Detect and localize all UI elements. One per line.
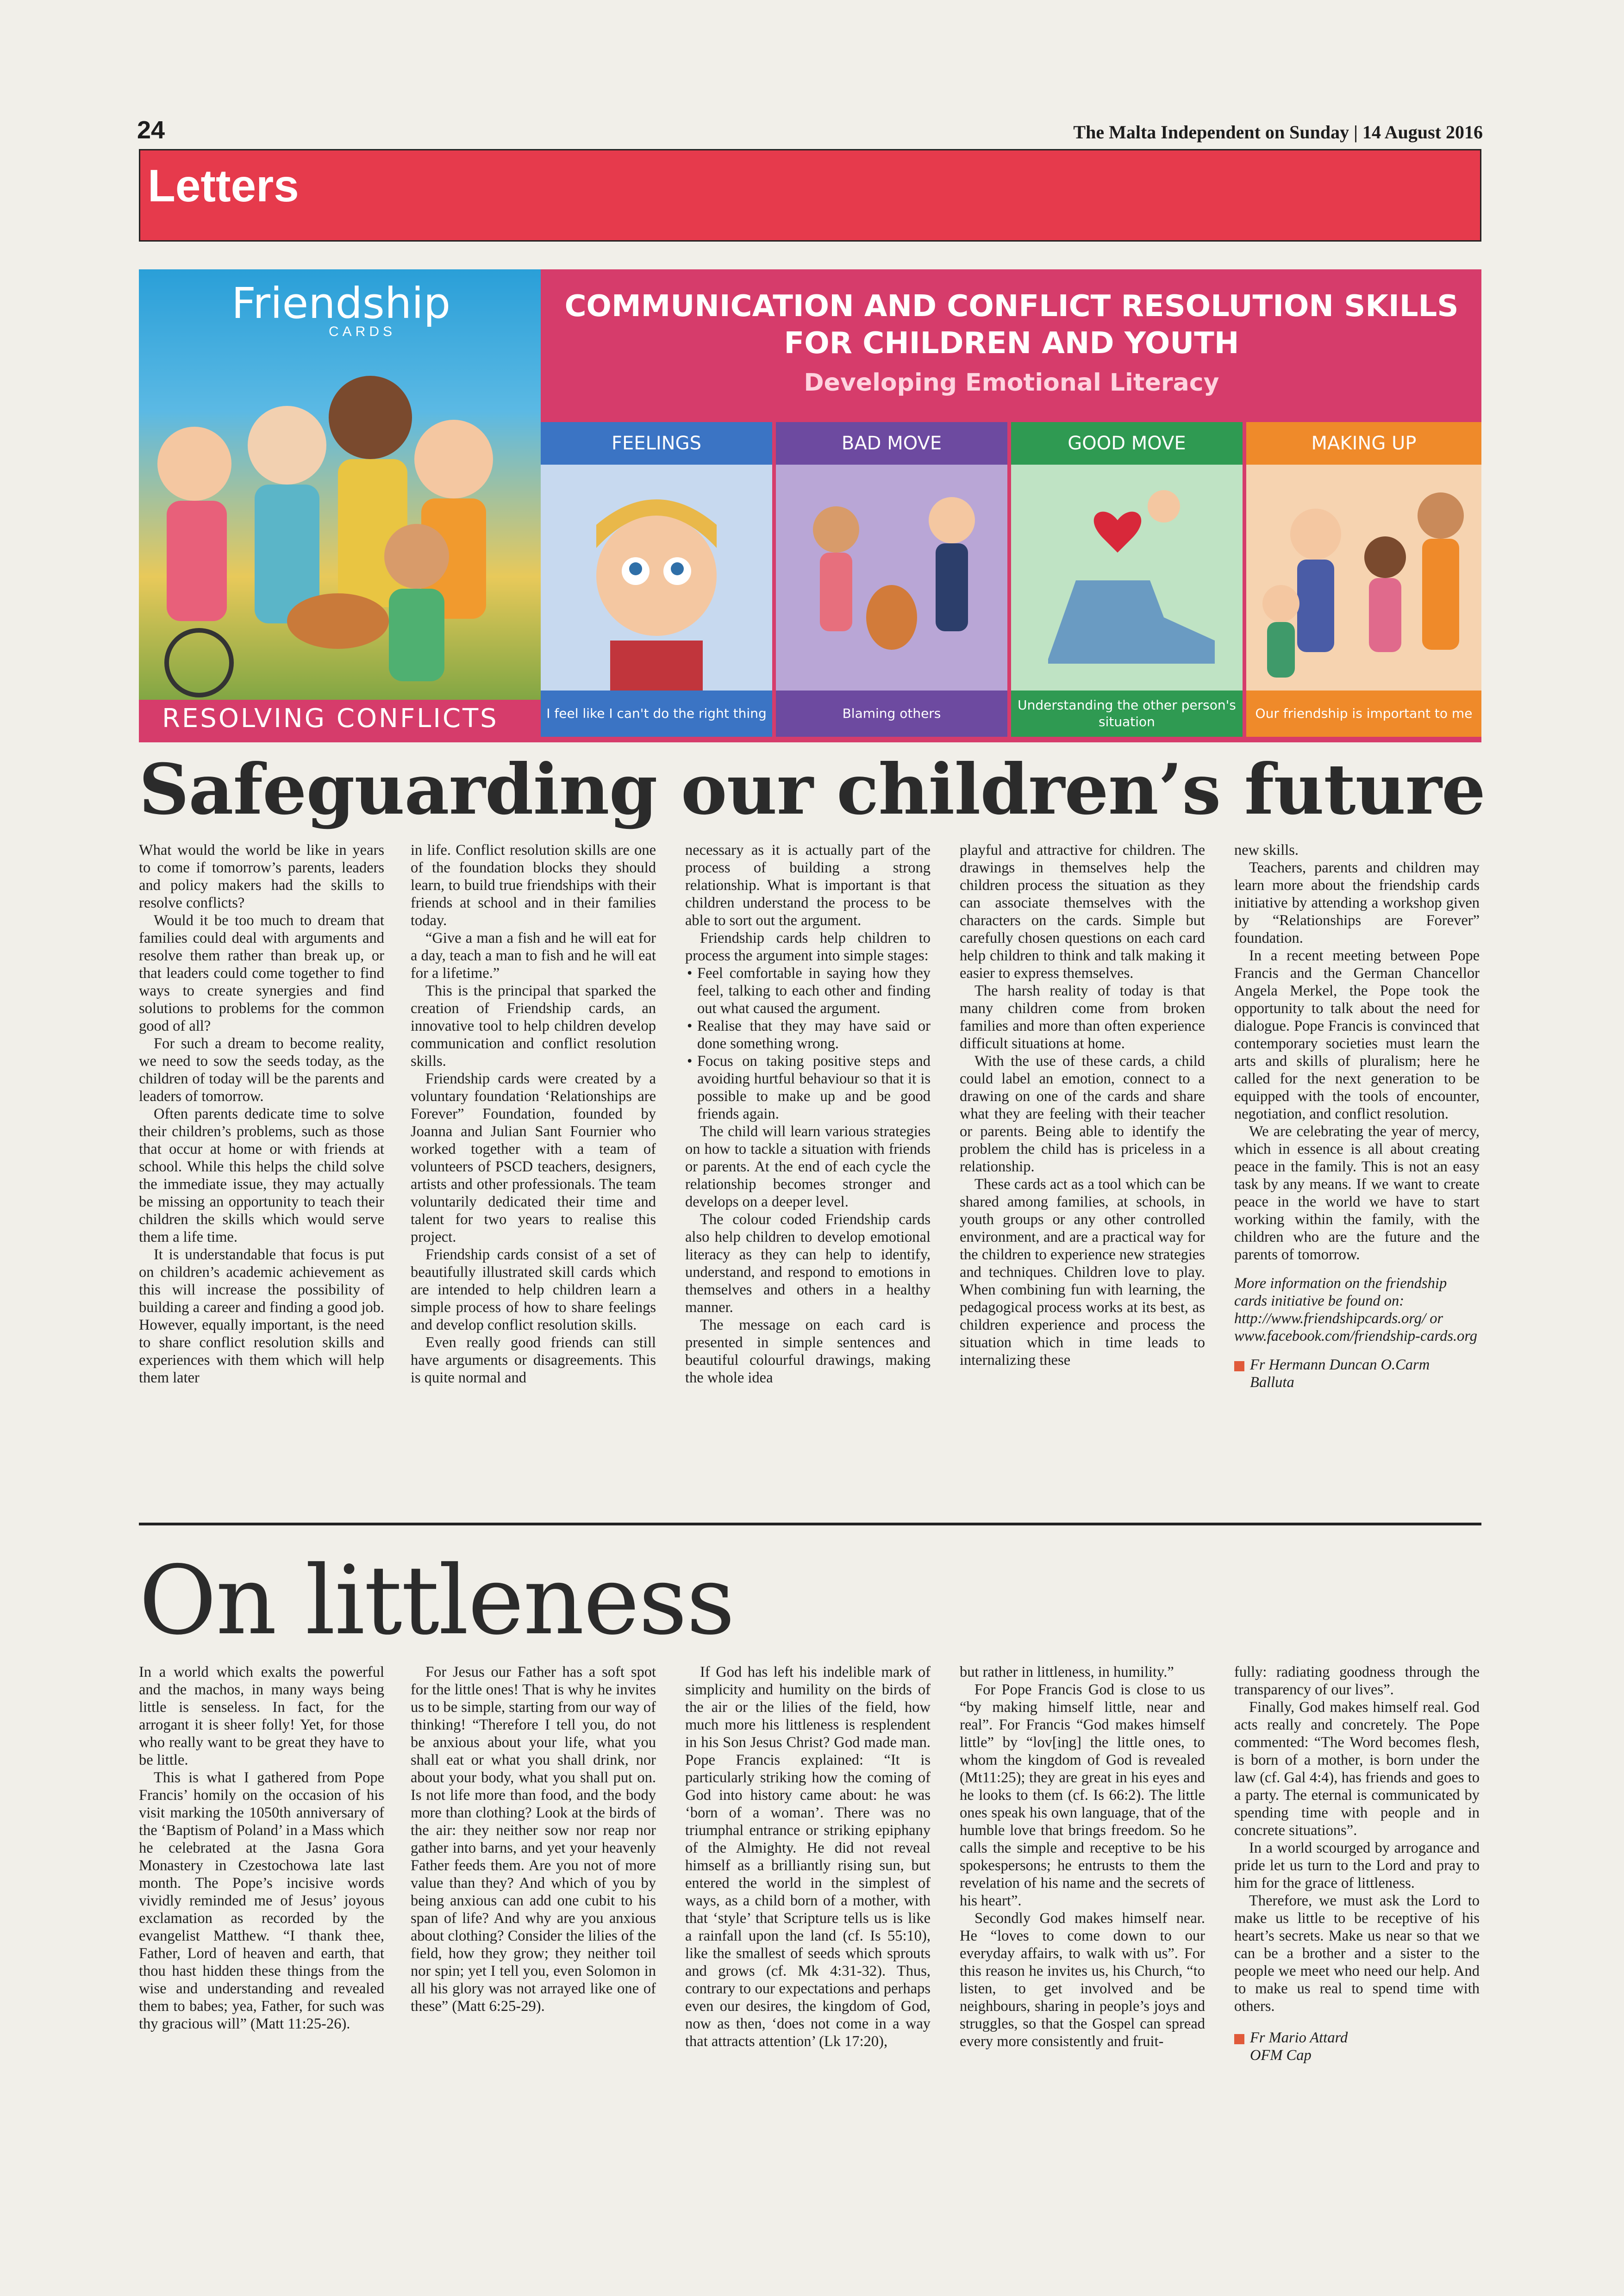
paragraph: necessary as it is actually part of the process of building a strong relationship. What is important is that children understand the process to be able to sort out the argument. bbox=[685, 842, 931, 929]
page-number: 24 bbox=[137, 116, 165, 144]
paragraph: These cards act as a tool which can be shared among families, at schools, in youth groups or any other controlled environment, and are a practical way for the children to experience new strategies and techniques. Children love to play. When combining fun with learning, the pedagogical process works at its best, as children experience and process the situation which in time leads to internalizing these bbox=[960, 1176, 1205, 1369]
cards-brand: Friendship bbox=[231, 279, 451, 328]
card-illustration bbox=[1011, 465, 1243, 691]
article2-column-3 bbox=[685, 1663, 931, 2050]
paragraph: The message on each card is presented in simple sentences and beautiful colourful drawings, making the whole idea bbox=[685, 1317, 931, 1386]
cards-box-cover bbox=[139, 269, 541, 742]
card-illustration bbox=[541, 465, 772, 691]
paragraph: This is the principal that sparked the creation of Friendship cards, an innovative tool to help children develop communication and conflict resolution skills. bbox=[411, 983, 656, 1070]
friendship-cards-banner bbox=[139, 269, 1481, 742]
paragraph: Often parents dedicate time to solve their children’s problems, such as those that occur at home or with friends at school. While this helps the child solve the immediate issue, they may actually be missing an opportunity to teach their children the skills which would serve them a life time. bbox=[139, 1106, 384, 1245]
paragraph: Therefore, we must ask the Lord to make us little to be receptive of his heart’s secrets. Make us near so that we can be a brother and a sister to the people we meet who need our help. And to make us real to spend time with others. bbox=[1234, 1892, 1480, 2015]
paragraph: For Pope Francis God is close to us “by making himself little, near and real”. For Francis “God makes himself little” by “lov[ing] the little ones, to whom the kingdom of God is revealed (Mt11:25); they are great in his eyes and he looks to them (cf. Is 66:2). The little ones speak his own language, that of the humble love that brings freedom. So he calls the simple and receptive to be his spokespersons; he entrusts to them the revelation of his name and the secrets of his heart”. bbox=[960, 1681, 1205, 1909]
more-info-note: More information on the friendship cards initiative be found on: http://www.friendshipcards.org/ or www.facebook.com/friendship-cards.org bbox=[1234, 1275, 1478, 1344]
paragraph: It is understandable that focus is put on children’s academic achievement as this will increase the possibility of building a career and finding a good job. However, equally important, is the need to share conflict resolution skills and experiences with them which will help them later bbox=[139, 1246, 384, 1386]
article1-column-4 bbox=[960, 841, 1205, 1369]
card-caption: Our friendship is important to me bbox=[1246, 691, 1481, 737]
card-illustration bbox=[776, 465, 1007, 691]
list-item: • Focus on taking positive steps and avoiding hurtful behaviour so that it is possible to make up and be good friends again. bbox=[697, 1052, 931, 1123]
paragraph: fully: radiating goodness through the transparency of our lives”. bbox=[1234, 1664, 1480, 1698]
article2-column-2 bbox=[411, 1663, 656, 2015]
list-item: • Feel comfortable in saying how they feel, talking to each other and finding out what caused the argument. bbox=[697, 964, 931, 1017]
paragraph: What would the world be like in years to come if tomorrow’s parents, leaders and policy makers had the skills to resolve conflicts? bbox=[139, 842, 384, 911]
banner-subtitle: Developing Emotional Literacy bbox=[804, 369, 1219, 397]
paragraph: “Give a man a fish and he will eat for a day, teach a man to fish and he will eat for a lifetime.” bbox=[411, 930, 656, 982]
author-signature bbox=[1234, 1356, 1480, 1374]
paragraph: in life. Conflict resolution skills are one of the foundation blocks they should learn, to build true friendships with their friends at school and in their families today. bbox=[411, 842, 656, 929]
paragraph: The colour coded Friendship cards also help children to develop emotional literacy as they can help to identify, understand, and respond to emotions in themselves and others in a healthy manner. bbox=[685, 1211, 931, 1316]
paragraph: Teachers, parents and children may learn more about the friendship cards initiative by attending a workshop given by “Relationships are Forever” foundation. bbox=[1234, 859, 1480, 946]
article1-column-2 bbox=[411, 841, 656, 1387]
paragraph: Friendship cards consist of a set of beautifully illustrated skill cards which are intended to help children learn a simple process of how to share feelings and develop conflict resolution skills. bbox=[411, 1246, 656, 1333]
article2-column-5 bbox=[1234, 1663, 1480, 2064]
card-caption: I feel like I can't do the right thing bbox=[541, 691, 772, 737]
signature-marker bbox=[1234, 2034, 1244, 2044]
cards-brand-sub: CARDS bbox=[329, 324, 396, 339]
card-good-move bbox=[1011, 422, 1243, 737]
paragraph: The child will learn various strategies on how to tackle a situation with friends or parents. At the end of each cycle the relationship becomes stronger and develops on a deeper level. bbox=[685, 1123, 931, 1210]
card-header: GOOD MOVE bbox=[1011, 422, 1243, 465]
card-feelings bbox=[541, 422, 772, 737]
article2-headline: On littleness bbox=[139, 1546, 734, 1656]
banner-title-line2: FOR CHILDREN AND YOUTH bbox=[784, 326, 1239, 361]
card-bad-move bbox=[776, 422, 1007, 737]
list-item: • Realise that they may have said or done something wrong. bbox=[697, 1017, 931, 1052]
paragraph: In a world which exalts the powerful and the machos, in many ways being little is senseless. In fact, for the arrogant it is sheer folly! Yet, for those who really want to be great they have to be little. bbox=[139, 1664, 384, 1768]
card-caption: Understanding the other person's situation bbox=[1011, 691, 1243, 737]
paragraph: With the use of these cards, a child could label an emotion, connect to a drawing on one of the cards and share what they are feeling with their teacher or parents. Being able to identify the problem the child has is priceless in a relationship. bbox=[960, 1053, 1205, 1175]
article1-column-3 bbox=[685, 841, 931, 1387]
section-bar bbox=[139, 149, 1481, 242]
author-name: Fr Mario Attard bbox=[1250, 2029, 1348, 2046]
paragraph: If God has left his indelible mark of simplicity and humility on the birds of the air or the lilies of the field, how much more his littleness is resplendent in his Son Jesus Christ? God made man. Pope Francis explained: “It is particularly striking how the coming of God into history came about: he was ‘born of a woman’. There was no triumphal entrance or striking epiphany of the Almighty. He did not reveal himself as a brilliantly rising sun, but entered the world in the simplest of ways, as a child born of a mother, with that ‘style’ that Scripture tells us is like a rainfall upon the land (cf. Is 55:10), like the smallest of seeds which sprouts and grows (cf. Mk 4:31-32). Thus, contrary to our expectations and perhaps even our desires, the kingdom of God, now as then, ‘does not come in a way that attracts attention’ (Lk 17:20), bbox=[685, 1664, 931, 2050]
children-illustration bbox=[139, 269, 541, 742]
section-title: Letters bbox=[148, 160, 299, 211]
cover-footer-text: RESOLVING CONFLICTS bbox=[162, 703, 499, 734]
paragraph: In a recent meeting between Pope Francis and the German Chancellor Angela Merkel, the Pope took the opportunity to talk about the need for dialogue. Pope Francis is convinced that contemporary societies must learn the arts and skills of pluralism; here he called for the next generation to be equipped with the tools of encounter, negotiation, and conflict resolution. bbox=[1234, 947, 1480, 1122]
paragraph: Even really good friends can still have arguments or disagreements. This is quite normal and bbox=[411, 1334, 656, 1386]
article1-column-1 bbox=[139, 841, 384, 1387]
paragraph: new skills. bbox=[1234, 842, 1299, 859]
article2-column-1 bbox=[139, 1663, 384, 2033]
article2-column-4 bbox=[960, 1663, 1205, 2050]
card-header: FEELINGS bbox=[541, 422, 772, 465]
card-caption: Blaming others bbox=[776, 691, 1007, 737]
article1-headline: Safeguarding our children’s future bbox=[139, 749, 1486, 830]
card-making-up bbox=[1246, 422, 1481, 737]
paragraph: Friendship cards help children to process the argument into simple stages: bbox=[685, 930, 931, 964]
banner-title-line1: COMMUNICATION AND CONFLICT RESOLUTION SKILLS bbox=[564, 289, 1459, 324]
paragraph: This is what I gathered from Pope Francis’ homily on the occasion of his visit marking the 1050th anniversary of the ‘Baptism of Poland’ in a Mass which he celebrated at the Jasna Gora Monastery in Czestochowa late last month. The Pope’s incisive words vividly reminded me of Jesus’ joyous exclamation as recorded by the evangelist Matthew. “I thank thee, Father, Lord of heaven and earth, that thou hast hidden these things from the wise and understanding and revealed them to babes; yea, Father, for such was thy gracious will” (Matt 11:25-26). bbox=[139, 1769, 384, 2032]
author-place: Balluta bbox=[1250, 1374, 1294, 1391]
paragraph: Secondly God makes himself near. He “loves to come down to our everyday affairs, to walk with us”. For this reason he invites us, his Church, “to listen, to get involved and be neighbours, sharing in people’s joys and struggles, so that the Gospel can spread every more consistently and fruit- bbox=[960, 1910, 1205, 2050]
paragraph: We are celebrating the year of mercy, which in essence is all about creating peace in the family. This is not an easy task by any means. If we want to create peace in the world we have to start working within the family, with the children who are the future and the parents of tomorrow. bbox=[1234, 1123, 1480, 1263]
paragraph: Finally, God makes himself real. God acts really and concretely. The Pope commented: “The Word becomes flesh, is born of a mother, is born under the law (cf. Gal 4:4), has friends and goes to a party. The eternal is communicated by spending time with people and in concrete situations”. bbox=[1234, 1699, 1480, 1839]
author-name: Fr Hermann Duncan O.Carm bbox=[1250, 1356, 1430, 1373]
card-illustration bbox=[1246, 465, 1481, 691]
stage-list bbox=[685, 964, 931, 1123]
paragraph: The harsh reality of today is that many children come from broken families and more than often experience difficult situations at home. bbox=[960, 983, 1205, 1052]
card-header: MAKING UP bbox=[1246, 422, 1481, 465]
author-order: OFM Cap bbox=[1250, 2047, 1312, 2064]
masthead: The Malta Independent on Sunday | 14 August 2016 bbox=[1073, 122, 1483, 143]
paragraph: Friendship cards were created by a voluntary foundation ‘Relationships are Forever” Foundation, founded by Joanna and Julian Sant Fournier who worked together with a team of volunteers of PSCD teachers, designers, artists and other professionals. The team voluntarily dedicated their time and talent for two years to realise this project. bbox=[411, 1070, 656, 1245]
paragraph: Would it be too much to dream that families could deal with arguments and resolve them rather than break up, or that leaders could come together to find ways to create synergies and find solutions to problems for the common good of all? bbox=[139, 912, 384, 1034]
banner-title bbox=[542, 288, 1481, 362]
paragraph: For Jesus our Father has a soft spot for the little ones! That is why he invites us to be simple, starting from our way of thinking! “Therefore I tell you, do not be anxious about your life, what you shall eat or what you shall drink, nor about your body, what you shall put on. Is not life more than food, and the body more than clothing? Look at the birds of the air: they neither sow nor reap nor gather into barns, and yet your heavenly Father feeds them. Are you not of more value than they? And which of you by being anxious can add one cubit to his span of life? And why are you anxious about clothing? Consider the lilies of the field, how they grow; they neither toil nor spin; yet I tell you, even Solomon in all his glory was not arrayed like one of these” (Matt 6:25-29). bbox=[411, 1664, 656, 2015]
paragraph: In a world scourged by arrogance and pride let us turn to the Lord and pray to him for the grace of littleness. bbox=[1234, 1840, 1480, 1892]
article1-column-5 bbox=[1234, 841, 1480, 1391]
signature-marker bbox=[1234, 1361, 1244, 1371]
paragraph: but rather in littleness, in humility.” bbox=[960, 1664, 1174, 1680]
paragraph: playful and attractive for children. The drawings in themselves help the children process the situation as they can associate themselves with the characters on the cards. Simple but carefully chosen questions on each card help children to think and talk making it easier to express themselves. bbox=[960, 842, 1205, 982]
article-divider bbox=[139, 1523, 1481, 1525]
card-header: BAD MOVE bbox=[776, 422, 1007, 465]
author-signature bbox=[1234, 2029, 1480, 2047]
paragraph: For such a dream to become reality, we need to sow the seeds today, as the children of today will be the parents and leaders of tomorrow. bbox=[139, 1035, 384, 1105]
